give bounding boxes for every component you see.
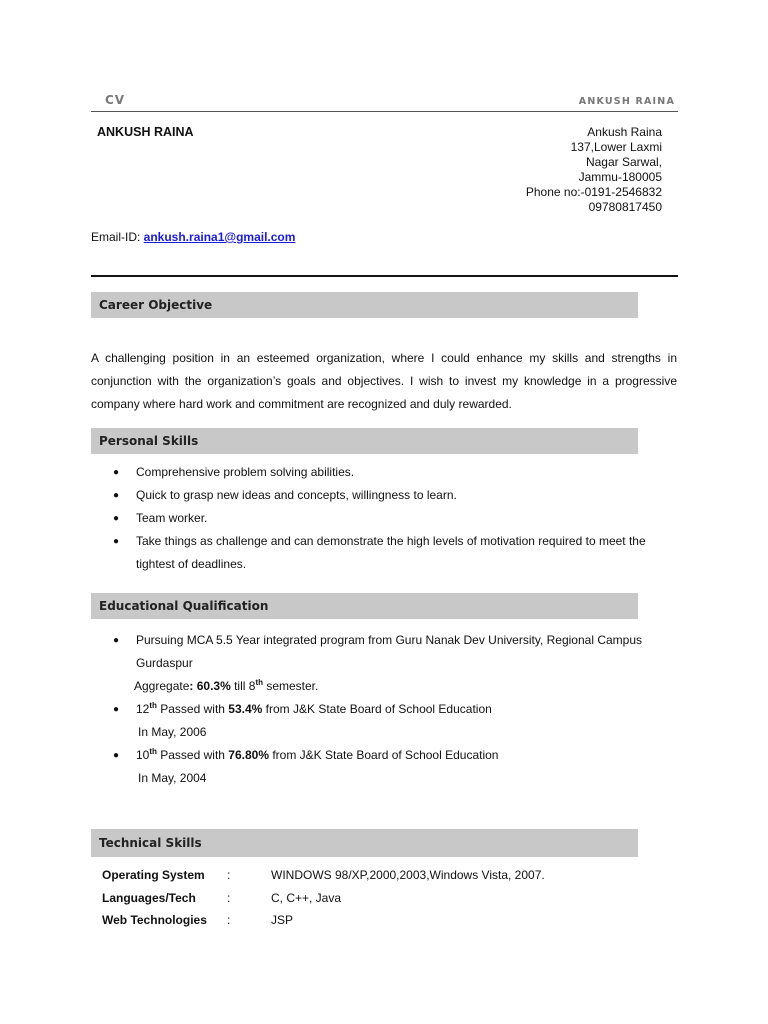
bullet-icon: ● [113, 513, 120, 524]
education-list [91, 629, 677, 790]
twelfth-percent: 53.4% [228, 702, 263, 716]
list-item [91, 629, 677, 675]
address-line: Jammu-180005 [578, 170, 662, 184]
address-line: Nagar Sarwal, [585, 155, 662, 169]
aggregate-tail: semester. [263, 679, 319, 693]
tenth-num: 10 [136, 748, 150, 762]
list-item [91, 507, 677, 530]
tenth-percent: 76.80% [228, 748, 269, 762]
email-label: Email-ID: [91, 230, 144, 244]
twelfth-pre: Passed with [156, 702, 229, 716]
skill-text: Quick to grasp new ideas and concepts, willingness to learn. [136, 488, 457, 502]
tenth-pre: Passed with [156, 748, 229, 762]
tech-label: Web Technologies [102, 913, 207, 927]
tech-colon: : [227, 913, 231, 927]
education-item-10th [91, 744, 677, 767]
tenth-post: from J&K State Board of School Education [269, 748, 499, 762]
section-divider [91, 275, 678, 277]
mobile-line: 09780817450 [588, 200, 662, 214]
list-item [91, 484, 677, 507]
aggregate-sup: th [255, 678, 263, 687]
aggregate-label: Aggregate [134, 679, 190, 693]
address-block [526, 125, 662, 215]
aggregate-value: 60.3% [193, 679, 231, 693]
section-header-career-objective: Career Objective [91, 292, 638, 318]
career-objective-text: A challenging position in an esteemed organization, where I could enhance my skills and strengths in conjunction with the organization’s goals and objectives. I wish to invest my knowledge in a progressive company where hard work and commitment are recognized and duly rewarded. [91, 351, 677, 411]
bullet-icon: ● [113, 536, 120, 547]
education-item-12th [91, 698, 677, 721]
twelfth-sup: th [149, 701, 157, 710]
tech-label: Languages/Tech [102, 890, 196, 905]
tech-label: Operating System [102, 868, 205, 882]
twelfth-post: from J&K State Board of School Education [262, 702, 492, 716]
skill-text: Team worker. [136, 511, 208, 525]
header-name: ANKUSH RAINA [578, 96, 675, 107]
bullet-icon: ● [113, 490, 120, 501]
email-row [91, 230, 295, 244]
tech-value: C, C++, Java [271, 890, 342, 905]
tenth-sup: th [149, 747, 157, 756]
section-header-personal-skills: Personal Skills [91, 428, 638, 454]
tech-colon: : [227, 868, 231, 882]
phone-line: Phone no:-0191-2546832 [525, 185, 662, 199]
bullet-icon: ● [113, 635, 120, 646]
tech-value: JSP [271, 913, 294, 927]
address-line: Ankush Raina [587, 125, 662, 139]
list-item [91, 744, 677, 767]
section-header-education: Educational Qualification [91, 593, 638, 619]
header-cv-label: CV [105, 93, 126, 107]
aggregate-till: till 8 [230, 679, 256, 693]
education-item-mca [91, 629, 677, 675]
skill-text: Comprehensive problem solving abilities. [136, 465, 355, 479]
bullet-icon: ● [113, 467, 120, 478]
list-item [91, 698, 677, 721]
tech-value: WINDOWS 98/XP,2000,2003,Windows Vista, 2007. [271, 868, 545, 882]
mca-aggregate [91, 675, 677, 698]
section-header-technical-skills: Technical Skills [91, 829, 638, 857]
bullet-icon: ● [113, 704, 120, 715]
mca-text: Pursuing MCA 5.5 Year integrated program from Guru Nanak Dev University, Regional Campus Gurdaspur [136, 633, 643, 670]
twelfth-num: 12 [136, 702, 150, 716]
email-link[interactable]: ankush.raina1@gmail.com [143, 230, 296, 244]
bullet-icon: ● [113, 750, 120, 761]
skill-text: Take things as challenge and can demonstrate the high levels of motivation required to meet the tightest of deadlines. [136, 534, 646, 571]
aggregate-colon: : [189, 679, 194, 693]
personal-skills-list [91, 461, 677, 576]
tenth-date: In May, 2004 [138, 771, 207, 785]
twelfth-date: In May, 2006 [138, 725, 207, 739]
address-line: 137,Lower Laxmi [570, 140, 662, 154]
candidate-name: ANKUSH RAINA [97, 125, 194, 139]
list-item [91, 461, 677, 484]
list-item [91, 530, 677, 576]
header-divider [91, 111, 678, 112]
tech-colon: : [227, 890, 231, 905]
